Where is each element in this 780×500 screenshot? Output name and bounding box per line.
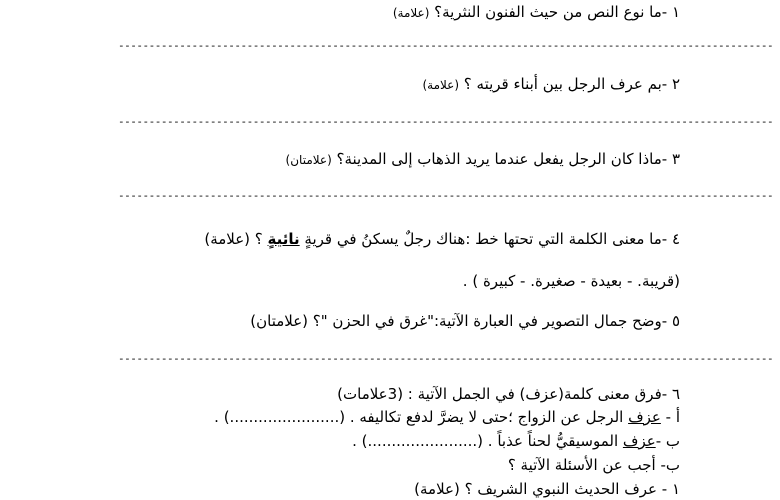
question-2-text: ٢ -بم عرف الرجل بين أبناء قريته ؟	[463, 75, 680, 93]
section-b-heading: ب- أجب عن الأسئلة الآتية ؟	[507, 456, 680, 474]
question-6b-prefix: ب -	[655, 432, 680, 450]
question-4	[204, 230, 680, 248]
question-6b-word: عزف	[622, 432, 656, 450]
question-2	[422, 75, 680, 94]
question-1-mark: (علامة)	[392, 6, 430, 20]
question-6a-prefix: أ -	[660, 408, 680, 426]
question-4-mark: ؟ (علامة)	[204, 230, 268, 248]
question-2-mark: (علامة)	[422, 78, 460, 92]
question-6b-rest: الموسيقيُّ لحناً عذباً . (.......................) .	[352, 432, 623, 450]
question-6: ٦ -فرق معنى كلمة(عزف) في الجمل الآتية : (3علامات)	[337, 385, 680, 403]
question-6a-word: عزف	[628, 408, 661, 426]
question-3-text: ٣ -ماذا كان الرجل يفعل عندما يريد الذهاب إلى المدينة؟	[336, 150, 680, 168]
question-5: ٥ -وضح جمال التصوير في العبارة الآتية:"غرق في الحزن "؟ (علامتان)	[250, 312, 680, 330]
question-4-options: (قريبة. - بعيدة - صغيرة. - كبيرة ) .	[462, 272, 680, 290]
answer-line-2: -----------------------------------------------------------------------------------------------------------	[118, 115, 774, 128]
question-3-mark: (علامتان)	[285, 153, 332, 167]
question-6b	[352, 432, 680, 450]
answer-line-1: -----------------------------------------------------------------------------------------------------------	[118, 39, 774, 52]
answer-line-5: -----------------------------------------------------------------------------------------------------------	[118, 352, 774, 365]
question-1-text: ١ -ما نوع النص من حيث الفنون النثرية؟	[434, 3, 680, 21]
answer-line-3: -----------------------------------------------------------------------------------------------------------	[118, 189, 774, 202]
question-4-text: ٤ -ما معنى الكلمة التي تحتها خط :هناك رجلٌ يسكنُ في قريةٍ	[299, 230, 680, 248]
question-4-underlined-word: نائيةٍ	[267, 230, 300, 248]
question-6a	[214, 408, 680, 426]
question-b1: ١ - عرف الحديث النبوي الشريف ؟ (علامة)	[414, 480, 680, 498]
question-3	[286, 150, 680, 169]
question-1	[393, 3, 680, 22]
question-6a-rest: الرجل عن الزواج ؛حتى لا يضرَّ لدفع تكاليفه . (.......................) .	[214, 408, 629, 426]
